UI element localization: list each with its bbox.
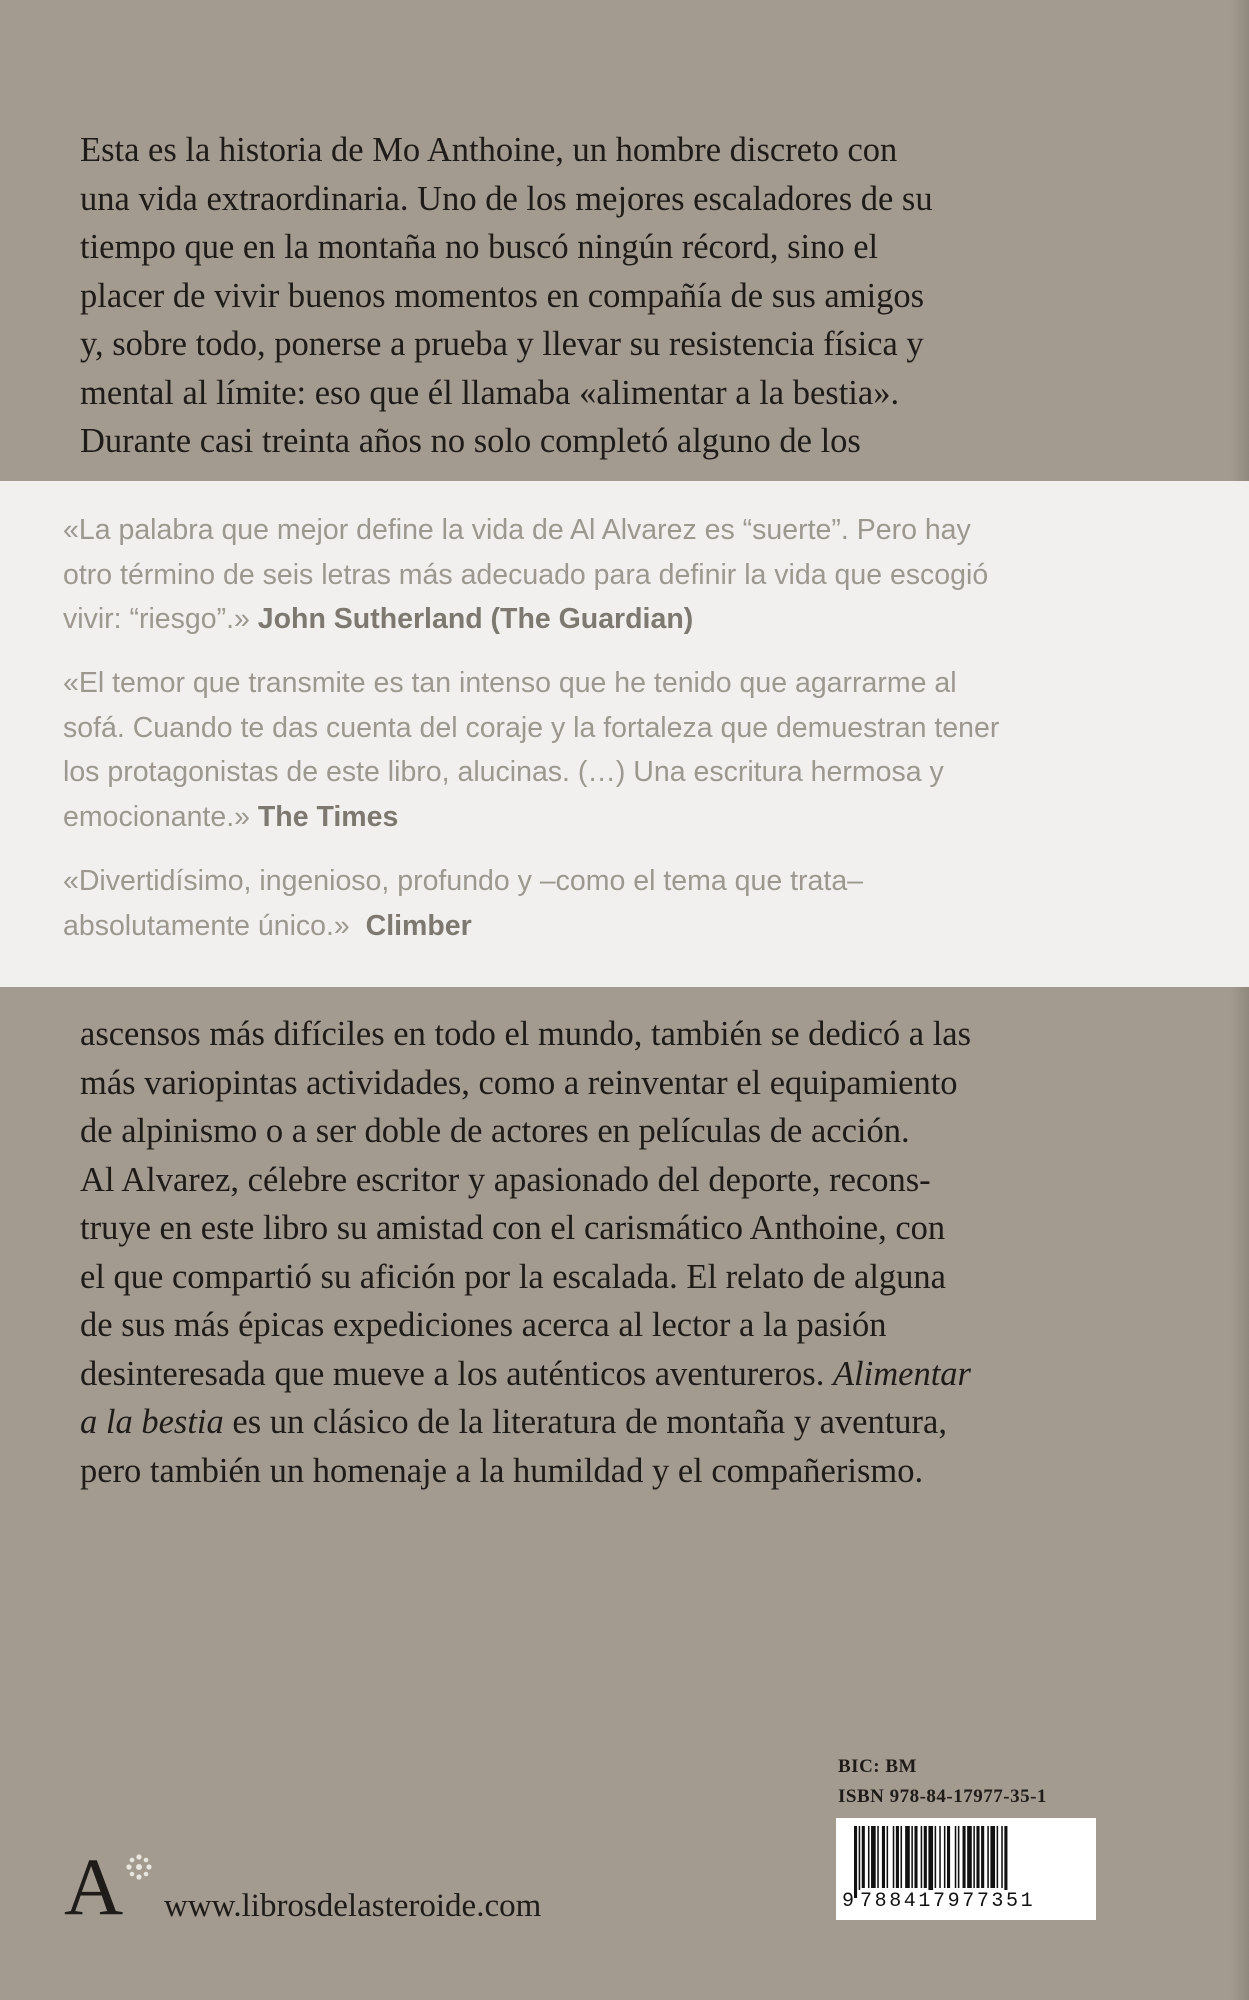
quote-line: sofá. Cuando te das cuenta del coraje y la fortaleza que demuestran tener (63, 711, 1000, 744)
quote-text: absolutamente único.» (63, 909, 350, 942)
asterisk-icon (124, 1852, 154, 1882)
barcode-bar (893, 1826, 895, 1888)
synopsis-line (80, 1398, 1140, 1447)
barcode-bar (958, 1826, 960, 1888)
synopsis-text: es un clásico de la literatura de montaña y aventura, (223, 1403, 947, 1441)
barcode-bar (914, 1826, 917, 1888)
barcode-bar (921, 1826, 923, 1888)
synopsis-text: desinteresada que mueve a los auténticos aventureros. (80, 1354, 833, 1393)
barcode-bar (871, 1826, 876, 1888)
synopsis-line: y, sobre todo, ponerse a prueba y llevar su resistencia física y (80, 325, 924, 363)
synopsis-line: de alpinismo o a ser doble de actores en películas de acción. (80, 1112, 910, 1150)
barcode-bar (955, 1826, 957, 1888)
barcode-digits (836, 1888, 1096, 1918)
barcode-bar (911, 1826, 913, 1888)
cover-edge (1231, 0, 1249, 2000)
barcode-bar (976, 1826, 979, 1888)
barcode-bar (887, 1826, 889, 1888)
quote-line: «Divertidísimo, ingenioso, profundo y –como el tema que trata– (63, 865, 864, 897)
barcode-first-digit: 9 (842, 1890, 855, 1913)
synopsis-top (80, 126, 1140, 466)
quote-line: los protagonistas de este libro, alucinas. (…) Una escritura hermosa y (63, 756, 944, 788)
barcode-bar (935, 1826, 937, 1888)
barcode-bar (990, 1826, 995, 1888)
quote-source: John Sutherland (The Guardian) (257, 603, 694, 635)
barcode-bar (1001, 1826, 1003, 1888)
quote-line: «La palabra que mejor define la vida de Al Alvarez es “suerte”. Pero hay (63, 514, 971, 546)
synopsis-line: Esta es la historia de Mo Anthoine, un hombre discreto con (80, 131, 898, 169)
synopsis-line: de sus más épicas expediciones acerca al lector a la pasión (80, 1306, 887, 1344)
barcode-bar (947, 1826, 950, 1888)
barcode-bar (997, 1826, 999, 1888)
synopsis-line: ascensos más difíciles en todo el mundo, también se dedicó a las (80, 1015, 972, 1053)
synopsis-line: Durante casi treinta años no solo completó alguno de los (80, 422, 861, 460)
review-quote (63, 661, 1213, 839)
review-quote (63, 508, 1213, 642)
synopsis-line: más variopintas actividades, como a reinventar el equipamiento (80, 1063, 958, 1102)
synopsis-bottom (80, 1010, 1140, 1495)
barcode-bar (967, 1826, 972, 1888)
quote-line: «El temor que transmite es tan intenso que he tenido que agarrarme al (63, 667, 957, 699)
barcode (836, 1818, 1096, 1920)
barcode-bar (896, 1826, 899, 1888)
publisher-logo (64, 1841, 164, 1932)
barcode-bar (939, 1826, 941, 1888)
synopsis-line: truye en este libro su amistad con el carismático Anthoine, con (80, 1209, 946, 1247)
quote-text: emocionante.» (63, 800, 250, 833)
barcode-bar (877, 1826, 879, 1888)
logo-letter: A (64, 1841, 124, 1932)
barcode-bar (981, 1826, 984, 1888)
synopsis-line: placer de vivir buenos momentos en compañía de sus amigos (80, 276, 925, 315)
barcode-bar (905, 1826, 910, 1888)
book-title-italic: Alimentar (832, 1354, 971, 1393)
barcode-bar (973, 1826, 975, 1888)
barcode-bar (987, 1826, 989, 1888)
barcode-bar (924, 1826, 927, 1888)
quote-line-last (63, 795, 1213, 840)
classification-codes (838, 1752, 1047, 1812)
barcode-bar (901, 1826, 903, 1888)
quote-source: The Times (257, 800, 399, 833)
isbn-code: ISBN 978-84-17977-35-1 (838, 1786, 1047, 1807)
quote-line-last (63, 597, 1213, 642)
quote-line-last (63, 904, 1213, 949)
synopsis-line: tiempo que en la montaña no buscó ningún récord, sino el (80, 228, 879, 266)
barcode-bar (862, 1826, 865, 1888)
bic-code: BIC: BM (838, 1756, 917, 1777)
synopsis-line: una vida extraordinaria. Uno de los mejores escaladores de su (80, 179, 933, 218)
quote-source: Climber (365, 909, 472, 942)
synopsis-line: Al Alvarez, célebre escritor y apasionado del deporte, recons- (80, 1160, 931, 1199)
barcode-number: 788417977351 (860, 1890, 1036, 1913)
barcode-bar (882, 1826, 885, 1888)
book-title-italic: a la bestia (80, 1403, 224, 1441)
barcode-bar (944, 1826, 946, 1888)
quote-line: otro término de seis letras más adecuado para definir la vida que escogió (63, 558, 989, 591)
review-quote (63, 859, 1213, 948)
synopsis-line: mental al límite: eso que él llamaba «alimentar a la bestia». (80, 373, 900, 412)
barcode-bar (963, 1826, 966, 1888)
barcode-bars (836, 1818, 1096, 1898)
synopsis-line: pero también un homenaje a la humildad y el compañerismo. (80, 1451, 924, 1490)
publisher-website: www.librosdelasteroide.com (164, 1888, 542, 1924)
barcode-bar (868, 1826, 870, 1888)
quote-text: vivir: “riesgo”.» (63, 603, 250, 635)
synopsis-line (80, 1350, 1140, 1399)
synopsis-line: el que compartió su afición por la escalada. El relato de alguna (80, 1257, 946, 1296)
